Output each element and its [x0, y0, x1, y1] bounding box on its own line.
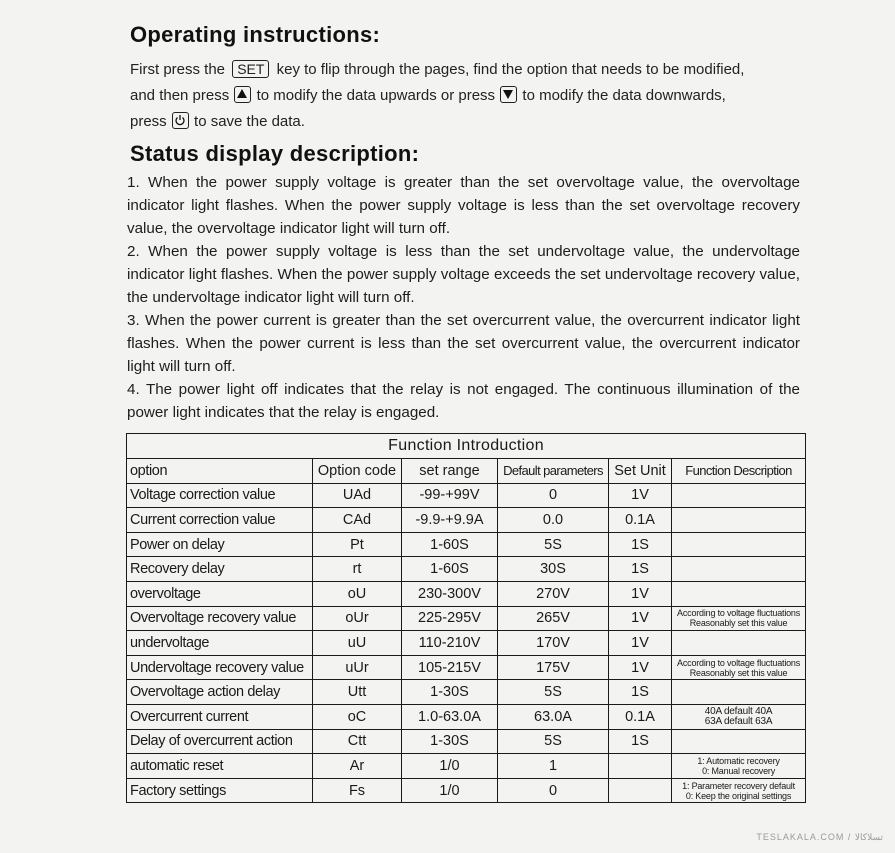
- down-triangle-icon: [500, 86, 517, 103]
- cell-option-code: Ar: [313, 754, 402, 779]
- cell-option-code: CAd: [313, 508, 402, 533]
- cell-default: 30S: [498, 557, 609, 582]
- status-item: 1. When the power supply voltage is greater than the set overvoltage value, the overvoltage indicator light flashes. When the power supply voltage is less than the set overvoltage recovery value, the overvoltage indicator light will turn off.: [127, 174, 800, 237]
- cell-function-description: [672, 508, 806, 533]
- status-item: 2. When the power supply voltage is less than the set undervoltage value, the undervoltage indicator light flashes. When the power supply voltage exceeds the set undervoltage recovery value, the undervoltage indicator light will turn off.: [127, 243, 800, 306]
- cell-default: 5S: [498, 532, 609, 557]
- cell-function-description: [672, 483, 806, 508]
- description-line: 63A default 63A: [704, 715, 773, 727]
- cell-option: Current correction value: [127, 508, 313, 533]
- cell-default: 265V: [498, 606, 609, 631]
- cell-default: 0.0: [498, 508, 609, 533]
- table-row: [127, 754, 806, 779]
- table-row: [127, 508, 806, 533]
- operating-instructions-title: Operating instructions:: [130, 22, 381, 47]
- description-line: 1: Parameter recovery default: [682, 780, 795, 791]
- cell-default: 0: [498, 483, 609, 508]
- cell-set-unit: 1S: [609, 680, 672, 705]
- table-row: [127, 483, 806, 508]
- cell-option-code: oUr: [313, 606, 402, 631]
- status-item: 3. When the power current is greater than the set overcurrent value, the overcurrent indicator light flashes. When the power current is less than the set overcurrent value, the overcurrent indicator light will turn off.: [127, 312, 800, 375]
- cell-function-description: [672, 754, 806, 779]
- cell-function-description: [672, 704, 806, 729]
- cell-set-unit: [609, 754, 672, 779]
- watermark: TESLAKALA.COM / تسلاکالا: [756, 832, 883, 842]
- description-line: 1: Automatic recovery: [697, 755, 780, 766]
- operating-text: and then press: [130, 87, 230, 104]
- set-key: SET: [232, 60, 269, 78]
- cell-option-code: rt: [313, 557, 402, 582]
- cell-option-code: uU: [313, 631, 402, 656]
- cell-set-unit: 1V: [609, 483, 672, 508]
- cell-set-unit: [609, 778, 672, 803]
- cell-option: Overvoltage action delay: [127, 680, 313, 705]
- cell-set-unit: 1V: [609, 581, 672, 606]
- cell-option-code: Pt: [313, 532, 402, 557]
- cell-set-range: 105-215V: [402, 655, 498, 680]
- cell-function-description: [672, 655, 806, 680]
- operating-text: key to flip through the pages, find the option that needs to be modified,: [276, 61, 745, 78]
- table-title: Function Introduction: [127, 434, 806, 459]
- header-set-range: set range: [402, 459, 498, 484]
- table-row: [127, 532, 806, 557]
- cell-set-range: 230-300V: [402, 581, 498, 606]
- cell-option: undervoltage: [127, 631, 313, 656]
- status-display-title: Status display description:: [130, 141, 420, 166]
- description-line: According to voltage fluctuations: [677, 657, 801, 668]
- cell-option: Overcurrent current: [127, 704, 313, 729]
- cell-option: Overvoltage recovery value: [127, 606, 313, 631]
- header-function-description: Function Description: [672, 459, 806, 484]
- cell-function-description: [672, 778, 806, 803]
- table-body: [127, 483, 806, 803]
- cell-set-unit: 1V: [609, 606, 672, 631]
- header-default-parameters: Default parameters: [498, 459, 609, 484]
- operating-line-2: [130, 86, 726, 104]
- cell-default: 5S: [498, 729, 609, 754]
- header-set-unit: Set Unit: [609, 459, 672, 484]
- cell-set-range: 1/0: [402, 754, 498, 779]
- cell-set-range: -99-+99V: [402, 483, 498, 508]
- cell-option: overvoltage: [127, 581, 313, 606]
- cell-set-range: 1-30S: [402, 680, 498, 705]
- cell-option-code: Ctt: [313, 729, 402, 754]
- cell-function-description: [672, 532, 806, 557]
- status-item: 4. The power light off indicates that the relay is not engaged. The continuous illumination of the power light indicates that the relay is engaged.: [127, 381, 800, 421]
- cell-function-description: [672, 557, 806, 582]
- header-option: option: [127, 459, 313, 484]
- operating-text: press: [130, 113, 167, 130]
- cell-option-code: UAd: [313, 483, 402, 508]
- cell-default: 5S: [498, 680, 609, 705]
- cell-set-unit: 0.1A: [609, 704, 672, 729]
- cell-option: Voltage correction value: [127, 483, 313, 508]
- table-header-row: [127, 459, 806, 484]
- table-row: [127, 557, 806, 582]
- cell-option: automatic reset: [127, 754, 313, 779]
- table-row: [127, 778, 806, 803]
- cell-option: Factory settings: [127, 778, 313, 803]
- table-row: [127, 729, 806, 754]
- table-row: [127, 631, 806, 656]
- cell-default: 63.0A: [498, 704, 609, 729]
- cell-option-code: uUr: [313, 655, 402, 680]
- cell-default: 170V: [498, 631, 609, 656]
- cell-option: Recovery delay: [127, 557, 313, 582]
- cell-set-range: 1-60S: [402, 557, 498, 582]
- up-triangle-icon: [234, 86, 251, 103]
- cell-function-description: [672, 606, 806, 631]
- cell-function-description: [672, 631, 806, 656]
- cell-set-unit: 1V: [609, 631, 672, 656]
- cell-option-code: oU: [313, 581, 402, 606]
- cell-set-range: 1.0-63.0A: [402, 704, 498, 729]
- description-line: 0: Keep the original settings: [685, 790, 792, 801]
- operating-line-3: [130, 112, 305, 130]
- cell-set-range: 110-210V: [402, 631, 498, 656]
- cell-option: Power on delay: [127, 532, 313, 557]
- power-icon: [172, 112, 189, 129]
- operating-text: to modify the data upwards or press: [256, 87, 496, 104]
- cell-set-unit: 1V: [609, 655, 672, 680]
- table-row: [127, 680, 806, 705]
- cell-function-description: [672, 581, 806, 606]
- cell-set-unit: 1S: [609, 557, 672, 582]
- table-row: [127, 581, 806, 606]
- cell-function-description: [672, 680, 806, 705]
- cell-option-code: oC: [313, 704, 402, 729]
- cell-set-range: 225-295V: [402, 606, 498, 631]
- description-line: Reasonably set this value: [689, 667, 788, 678]
- status-description: [127, 171, 800, 424]
- header-option-code: Option code: [313, 459, 402, 484]
- cell-set-range: 1/0: [402, 778, 498, 803]
- table-row: [127, 606, 806, 631]
- cell-option-code: Fs: [313, 778, 402, 803]
- cell-option-code: Utt: [313, 680, 402, 705]
- cell-option: Undervoltage recovery value: [127, 655, 313, 680]
- cell-set-range: 1-60S: [402, 532, 498, 557]
- cell-default: 1: [498, 754, 609, 779]
- table-row: [127, 704, 806, 729]
- cell-set-range: -9.9-+9.9A: [402, 508, 498, 533]
- cell-default: 0: [498, 778, 609, 803]
- operating-text: First press the: [130, 61, 226, 78]
- cell-function-description: [672, 729, 806, 754]
- description-line: 0: Manual recovery: [702, 765, 775, 776]
- description-line: Reasonably set this value: [689, 618, 788, 629]
- operating-text: to save the data.: [194, 113, 305, 130]
- operating-line-1: [130, 60, 744, 78]
- cell-set-range: 1-30S: [402, 729, 498, 754]
- cell-option: Delay of overcurrent action: [127, 729, 313, 754]
- function-table: [126, 433, 806, 803]
- cell-set-unit: 0.1A: [609, 508, 672, 533]
- table-row: [127, 655, 806, 680]
- description-line: 40A default 40A: [704, 705, 773, 717]
- cell-default: 175V: [498, 655, 609, 680]
- cell-default: 270V: [498, 581, 609, 606]
- cell-set-unit: 1S: [609, 729, 672, 754]
- operating-text: to modify the data downwards,: [522, 87, 726, 104]
- description-line: According to voltage fluctuations: [677, 608, 801, 619]
- cell-set-unit: 1S: [609, 532, 672, 557]
